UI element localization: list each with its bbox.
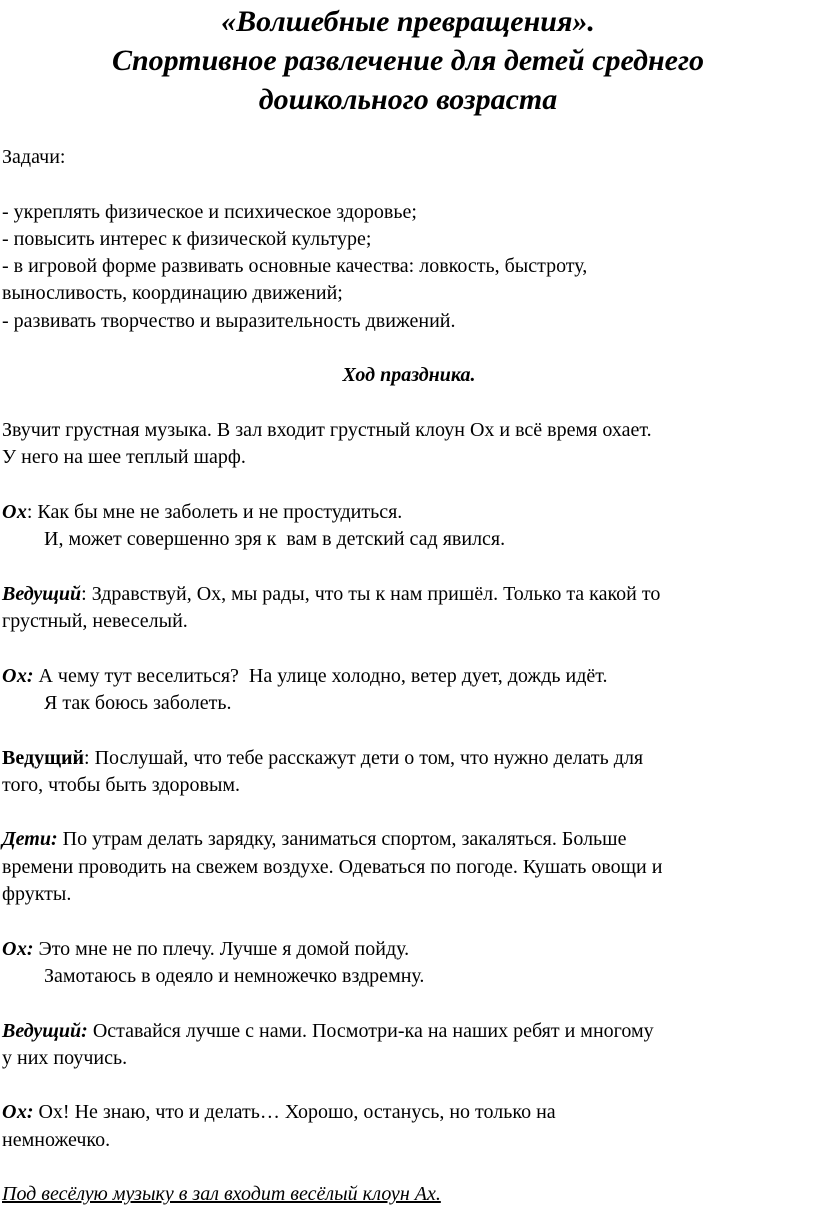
dialogue-text: Я так боюсь заболеть. bbox=[44, 691, 232, 714]
dialogue-line bbox=[2, 499, 816, 526]
dialogue-text: А чему тут веселиться? На улице холодно, ветер дует, дождь идёт. bbox=[33, 664, 608, 687]
dialogue-text: фрукты. bbox=[2, 883, 72, 906]
dialogue-line bbox=[2, 581, 816, 608]
speaker-name: Ох: bbox=[2, 937, 34, 960]
title-line: дошкольного возраста bbox=[258, 83, 558, 116]
dialogue-line bbox=[2, 936, 816, 963]
dialogue-text: Замотаюсь в одеяло и немножечко вздремну. bbox=[44, 964, 425, 987]
section-heading: Ход праздника. bbox=[342, 364, 476, 387]
dialogue-text: Как бы мне не заболеть и не простудиться. bbox=[32, 500, 403, 523]
speaker-name: Ох bbox=[2, 500, 27, 523]
dialogue-text: Оставайся лучше с нами. Посмотри-ка на наших ребят и многому bbox=[87, 1019, 654, 1042]
dialogue-text: Ох! Не знаю, что и делать… Хорошо, останусь, но только на bbox=[33, 1101, 556, 1124]
dialogue-text: Послушай, что тебе расскажут дети о том, что нужно делать для bbox=[89, 746, 644, 769]
speaker-name: Ох: bbox=[2, 664, 34, 687]
dialogue-line bbox=[2, 1045, 816, 1072]
dialogue-line bbox=[2, 826, 816, 853]
tasks-heading: Задачи: bbox=[2, 146, 66, 168]
speaker-name: Ведущий: bbox=[2, 1019, 88, 1042]
dialogue-text: времени проводить на свежем воздухе. Одеваться по погоде. Кушать овощи и bbox=[2, 855, 663, 878]
speaker-name: Дети: bbox=[2, 828, 58, 851]
dialogue-line bbox=[2, 854, 816, 881]
speaker-name: Ведущий bbox=[2, 746, 85, 769]
task-item: - повысить интерес к физической культуре; bbox=[2, 227, 372, 250]
dialogue-line bbox=[2, 608, 816, 635]
dialogue-line bbox=[2, 1127, 816, 1154]
speaker-name: Ведущий bbox=[2, 582, 82, 605]
dialogue-text: грустный, невеселый. bbox=[2, 610, 188, 633]
title-line: «Волшебные превращения». bbox=[221, 5, 595, 38]
dialogue-text: того, чтобы быть здоровым. bbox=[2, 773, 241, 796]
dialogue-text: По утрам делать зарядку, заниматься спортом, закаляться. Больше bbox=[57, 828, 627, 851]
dialogue-line bbox=[2, 526, 816, 553]
task-item: выносливость, координацию движений; bbox=[2, 282, 343, 305]
dialogue-text: Здравствуй, Ох, мы рады, что ты к нам пришёл. Только та какой то bbox=[86, 582, 661, 605]
dialogue-text: И, может совершенно зря к вам в детский сад явился. bbox=[44, 528, 506, 551]
dialogue-text: Это мне не по плечу. Лучше я домой пойду. bbox=[33, 937, 410, 960]
intro-line: Звучит грустная музыка. В зал входит грустный клоун Ох и всё время охает. bbox=[2, 418, 652, 441]
document-title bbox=[0, 2, 816, 119]
task-item: - развивать творчество и выразительность движений. bbox=[2, 309, 456, 332]
speaker-separator: : bbox=[84, 746, 90, 769]
speaker-separator: : bbox=[26, 500, 33, 523]
dialogue-line bbox=[2, 881, 816, 908]
dialogue-text: у них поучись. bbox=[2, 1046, 128, 1069]
document-body bbox=[2, 144, 816, 1209]
intro-line: У него на шее теплый шарф. bbox=[2, 446, 246, 469]
dialogue bbox=[2, 472, 816, 1154]
dialogue-line bbox=[2, 745, 816, 772]
dialogue-line bbox=[2, 690, 816, 717]
stage-direction: Под весёлую музыку в зал входит весёлый клоун Ах. bbox=[2, 1183, 441, 1206]
dialogue-line bbox=[2, 772, 816, 799]
dialogue-text: немножечко. bbox=[2, 1128, 111, 1151]
dialogue-line bbox=[2, 963, 816, 990]
dialogue-line bbox=[2, 663, 816, 690]
speaker-separator: : bbox=[81, 582, 87, 605]
task-item: - укреплять физическое и психическое здоровье; bbox=[2, 200, 417, 223]
title-line: Спортивное развлечение для детей среднего bbox=[111, 44, 705, 77]
speaker-name: Ох: bbox=[2, 1101, 34, 1124]
task-item: - в игровой форме развивать основные качества: ловкость, быстроту, bbox=[2, 255, 588, 278]
dialogue-line bbox=[2, 1018, 816, 1045]
dialogue-line bbox=[2, 1099, 816, 1126]
